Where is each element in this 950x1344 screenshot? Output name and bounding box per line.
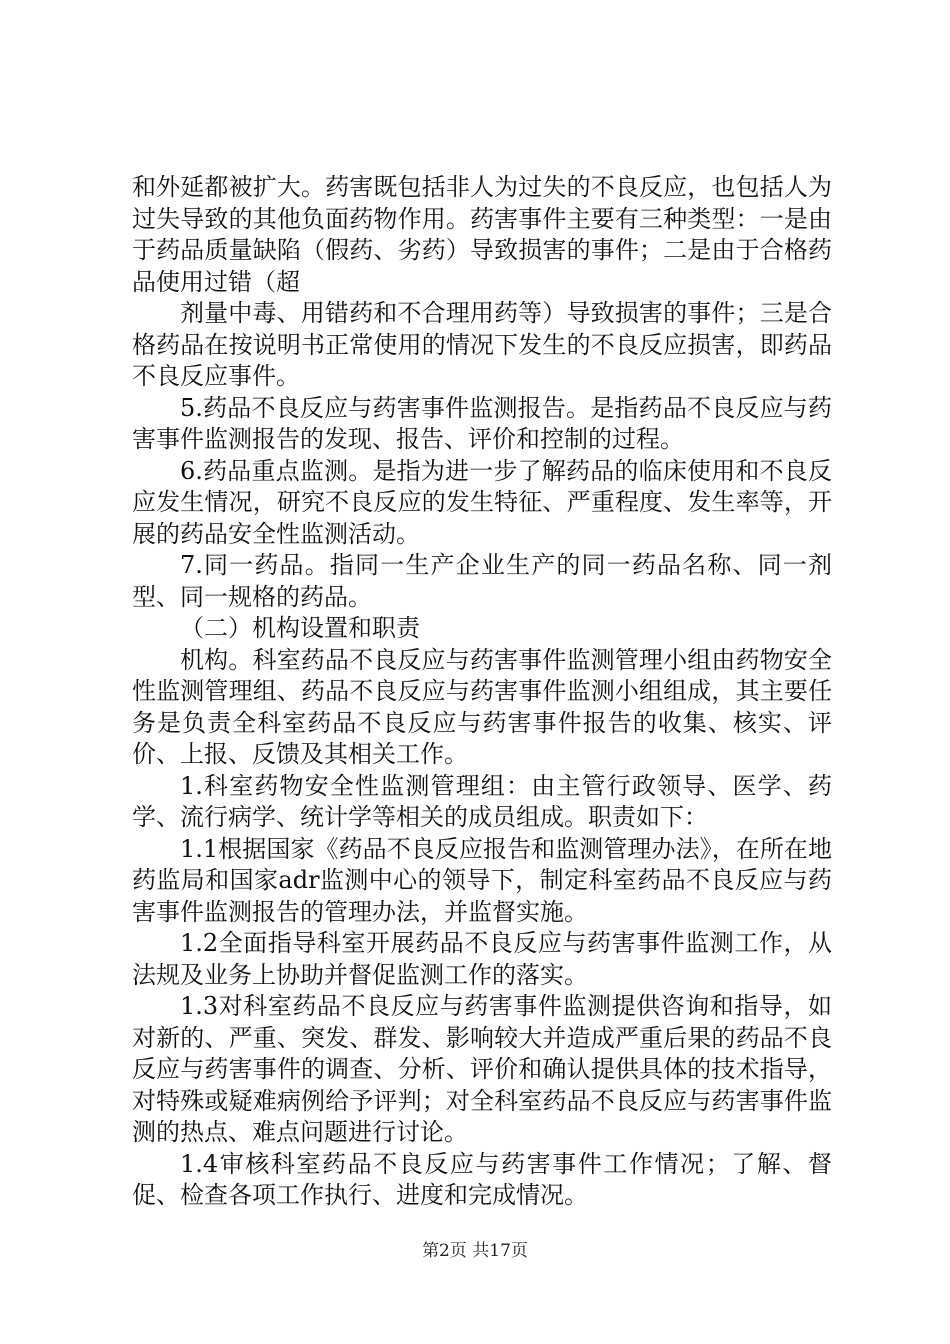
paragraph-item-1-2: 1.2全面指导科室开展药品不良反应与药害事件监测工作，从法规及业务上协助并督促监测工作的落实。 — [132, 929, 832, 989]
paragraph-continued: 和外延都被扩大。药害既包括非人为过失的不良反应，也包括人为过失导致的其他负面药物作用。药害事件主要有三种类型：一是由于药品质量缺陷（假药、劣药）导致损害的事件；二是由于合格药品使用过错（超 — [132, 173, 832, 296]
paragraph-item-1-3: 1.3对科室药品不良反应与药害事件监测提供咨询和指导，如对新的、严重、突发、群发、影响较大并造成严重后果的药品不良反应与药害事件的调查、分析、评价和确认提供具体的技术指导，对特殊或疑难病例给予评判；对全科室药品不良反应与药害事件监测的热点、难点问题进行讨论。 — [132, 992, 832, 1146]
paragraph-item-1: 1.科室药物安全性监测管理组：由主管行政领导、医学、药学、流行病学、统计学等相关的成员组成。职责如下： — [132, 771, 832, 831]
page-number-label: 第2页 共17页 — [422, 1241, 528, 1261]
page-footer — [0, 1240, 950, 1262]
paragraph-organization: 机构。科室药品不良反应与药害事件监测管理小组由药物安全性监测管理组、药品不良反应与药害事件监测小组组成，其主要任务是负责全科室药品不良反应与药害事件报告的收集、核实、评价、上报、反馈及其相关工作。 — [132, 645, 832, 768]
section-heading: （二）机构设置和职责 — [180, 614, 420, 642]
paragraph-item-1-4: 1.4审核科室药品不良反应与药害事件工作情况；了解、督促、检查各项工作执行、进度和完成情况。 — [132, 1149, 832, 1209]
paragraph-continued-2: 剂量中毒、用错药和不合理用药等）导致损害的事件；三是合格药品在按说明书正常使用的情况下发生的不良反应损害，即药品不良反应事件。 — [132, 299, 832, 390]
paragraph-item-6: 6.药品重点监测。是指为进一步了解药品的临床使用和不良反应发生情况，研究不良反应的发生特征、严重程度、发生率等，开展的药品安全性监测活动。 — [132, 456, 832, 548]
paragraph-item-5: 5.药品不良反应与药害事件监测报告。是指药品不良反应与药害事件监测报告的发现、报告、评价和控制的过程。 — [132, 393, 832, 453]
paragraph-item-1-1: 1.1根据国家《药品不良反应报告和监测管理办法》，在所在地药监局和国家adr监测中心的领导下，制定科室药品不良反应与药害事件监测报告的管理办法，并监督实施。 — [132, 834, 832, 926]
paragraph-item-7: 7.同一药品。指同一生产企业生产的同一药品名称、同一剂型、同一规格的药品。 — [132, 551, 832, 611]
document-body — [132, 172, 832, 1212]
